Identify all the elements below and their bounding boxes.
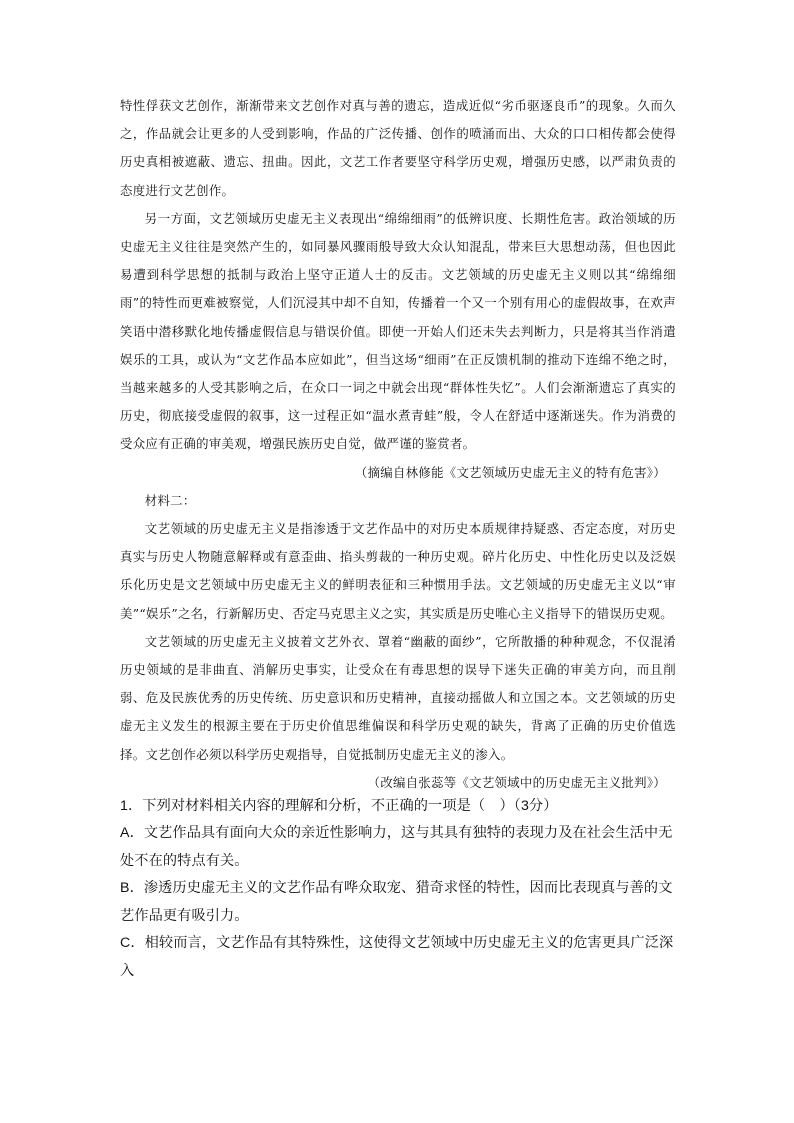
source-citation-2: （改编自张蕊等《文艺领域中的历史虚无主义批判》） (367, 774, 666, 790)
document-content (120, 92, 676, 985)
question-stem: 1．下列对材料相关内容的理解和分析，不正确的一项是（ ）（3分） (120, 798, 558, 815)
paragraph-drizzle-harm: 另一方面，文艺领域历史虚无主义表现出“绵绵细雨”的低辨识度、长期性危害。政治领域的历史虚无主义往往是突然产生的，如同暴风骤雨般导致大众认知混乱，带来巨大思想动荡，但也因此易遭到科学思想的抵制与政治上坚守正道人士的反击。文艺领域的历史虚无主义则以其“绵绵细雨”的特性而更难被察觉，人们沉浸其中却不自知，传播着一个又一个别有用心的虚假故事，在欢声笑语中潜移默化地传播虚假信息与错误价值。即使一开始人们还未失去判断力，只是将其当作消遣娱乐的工具，或认为“文艺作品本应如此”，但当这场“细雨”在正反馈机制的推动下连绵不绝之时，当越来越多的人受其影响之后，在众口一词之中就会出现“群体性失忆”。人们会渐渐遗忘了真实的历史，彻底接受虚假的叙事，这一过程正如“温水煮青蛙”般，令人在舒适中逐渐迷失。作为消费的受众应有正确的审美观，增强民族历史自觉，做严谨的鉴赏者。 (120, 210, 676, 452)
option-a: A．文艺作品具有面向大众的亲近性影响力，这与其具有独特的表现力及在社会生活中无处不在的特点有关。 (120, 825, 673, 869)
source-citation-1: （摘编自林修能《文艺领域历史虚无主义的特有危害》） (354, 464, 666, 480)
paragraph-harm-roots: 文艺领域的历史虚无主义披着文艺外衣、罩着“幽蔽的面纱”，它所散播的种种观念，不仅混淆历史领域的是非曲直、消解历史事实，让受众在有毒思想的误导下迷失正确的审美方向，而且削弱、危及民族优秀的历史传统、历史意识和历史精神，直接动摇做人和立国之本。文艺领域的历史虚无主义发生的根源主要在于历史价值思维偏误和科学历史观的缺失，背离了正确的历史价值选择。文艺创作必须以科学历史观指导，自觉抵制历史虚无主义的渗入。 (120, 633, 676, 762)
material-two-label: 材料二： (144, 492, 196, 508)
paragraph-continuation: 特性俘获文艺创作，渐渐带来文艺创作对真与善的遗忘，造成近似“劣币驱逐良币”的现象。久而久之，作品就会让更多的人受到影响，作品的广泛传播、创作的喷涌而出、大众的口口相传都会使得历史真相被遮蔽、遗忘、扭曲。因此，文艺工作者要坚守科学历史观，增强历史感，以严肃负责的态度进行文艺创作。 (120, 98, 676, 198)
option-b: B．渗透历史虚无主义的文艺作品有哗众取宠、猎奇求怪的特性，因而比表现真与善的文艺作品更有吸引力。 (120, 880, 673, 924)
option-c: C．相较而言，文艺作品有其特殊性，这使得文艺领域中历史虚无主义的危害更具广泛深入 (120, 935, 674, 979)
paragraph-definition: 文艺领域的历史虚无主义是指渗透于文艺作品中的对历史本质规律持疑惑、否定态度，对历史真实与历史人物随意解释或有意歪曲、掐头剪裁的一种历史观。碎片化历史、中性化历史以及泛娱乐化历史是文艺领域中历史虚无主义的鲜明表征和三种惯用手法。文艺领域的历史虚无主义以“审美”“娱乐”之名，行新解历史、否定马克思主义之实，其实质是历史唯心主义指导下的错误历史观。 (120, 521, 676, 621)
